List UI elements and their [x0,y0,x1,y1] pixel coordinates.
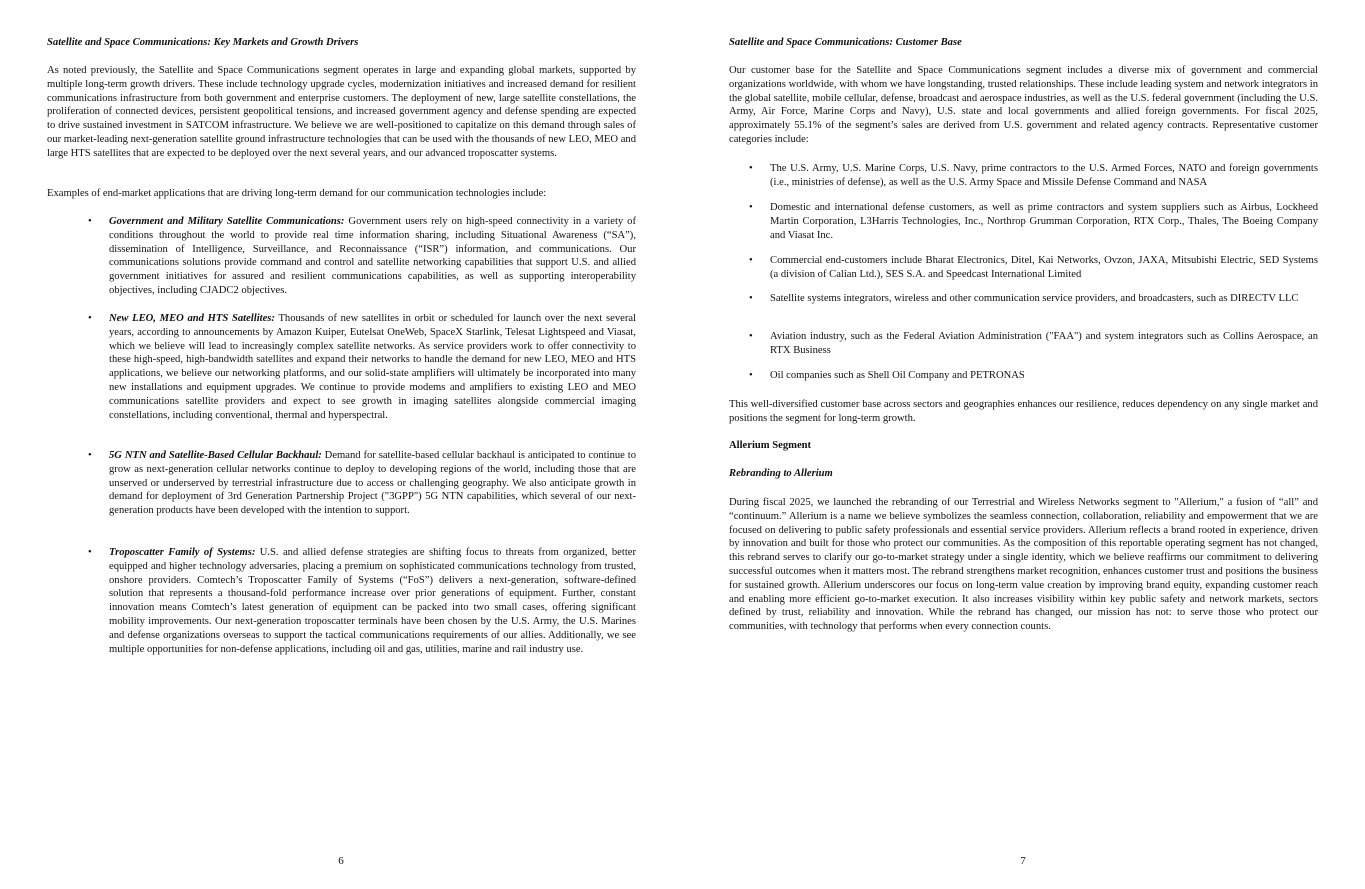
rebranding-text: During fiscal 2025, we launched the rebranding of our Terrestrial and Wireless Networks segment to "Allerium," a fusion of “all” and “continuum.” Allerium is a name we believe symbolizes the seamless connection, collaboration, reliability and empowerment that we are focused on delivering to public safety professionals and essential service providers. Allerium reflects a brand rooted in experience, driven by innovation and built for those who protect our communities. As the composition of this reportable operating segment has not changed, this rebrand serves to clarify our go-to-market strategy under a single identity, which we believe reaffirms our commitment to delivering successful outcomes when it matters most. The rebrand strengthens market recognition, enhances customer trust and positions the business for sustained growth. Allerium underscores our focus on long-term value creation by improving brand equity, expanding customer reach and enabling more efficient go-to-market execution. It also increases visibility within key public safety and network markets, sectors defined by trust, reliability and innovation. While the rebrand has changed, our mission has not: to serve those who protect our communities, with technology that performs when every connection counts. [729,497,1318,633]
bullet-icon: • [749,293,753,304]
key-markets-intro: As noted previously, the Satellite and Space Communications segment operates in large and expanding global markets, supported by multiple long-term growth drivers. These include technology upgrade cycles, modernization initiatives and increased demand for resilient communications infrastructure from both government and enterprise customers. The deployment of new, large satellite constellations, the proliferation of connected devices, persistent geopolitical tensions, and increased government agency and defense spending are expected to drive sustained investment in SATCOM infrastructure. We believe we are well-positioned to capitalize on this demand through sales of our market-leading next-generation satellite ground infrastructure technologies that can be used with the thousands of new LEO, MEO and large HTS satellites that are expected to be deployed over the next several years, and our advanced troposcatter systems. [47,65,636,159]
bullet-icon: • [749,255,753,266]
bullet-text: Aviation industry, such as the Federal Aviation Administration ("FAA") and system integrators such as Collins Aerospace, an RTX Business [770,331,1318,356]
bullet-text: The U.S. Army, U.S. Marine Corps, U.S. Navy, prime contractors to the U.S. Armed Forces, NATO and foreign governments (i.e., ministries of defense), as well as the U.S. Army Space and Missile Defense Command and NASA [770,163,1318,188]
bullet-icon: • [88,216,92,227]
customer-base-heading: Satellite and Space Communications: Customer Base [729,37,962,48]
bullet-lead: New LEO, MEO and HTS Satellites: [109,313,275,324]
examples-intro: Examples of end-market applications that are driving long-term demand for our communication technologies include: [47,188,547,199]
bullet-lead: Troposcatter Family of Systems: [109,547,256,558]
bullet-text: Commercial end-customers include Bharat Electronics, Ditel, Kai Networks, Ovzon, JAXA, Mitsubishi Electric, SED Systems (a division of Calian Ltd.), SES S.A. and Speedcast International Limited [770,255,1318,280]
bullet-icon: • [88,313,92,324]
bullet-text: Oil companies such as Shell Oil Company and PETRONAS [770,370,1025,381]
rebranding-subheading: Rebranding to Allerium [729,468,833,479]
customer-base-intro: Our customer base for the Satellite and Space Communications segment includes a diverse mix of government and commercial organizations worldwide, with whom we have longstanding, trusted relationships. These include leading system and network integrators in the global satellite, mobile cellular, defense, broadcast and aerospace industries, as well as the U.S. federal government (including the U.S. Army, Air Force, Marine Corps and Navy), U.S. state and local governments and allied foreign governments. For fiscal 2025, approximately 55.1% of the segment’s sales are derived from U.S. government and related agency contracts. Representative customer categories include: [729,65,1318,145]
bullet-body: Thousands of new satellites in orbit or scheduled for launch over the next several years, according to announcements by Amazon Kuiper, Eutelsat OneWeb, SpaceX Starlink, Telesat Lightspeed and Viasat, which we believe will lead to increasingly complex satellite networks. As service providers work to offer connectivity to these high-speed, high-bandwidth satellites and expand their networks to handle the demand for new LEO, MEO and HTS applications, we believe our networking platforms, and our solid-state amplifiers will ultimately be incorporated into many new installations and equipment upgrades. We continue to provide modems and amplifiers to existing LEO and MEO communications satellite providers and expect to see growth in imaging satellites alongside commercial imaging constellations, including conventional, thermal and hyperspectral. [109,313,636,421]
bullet-icon: • [88,450,92,461]
bullet-lead: 5G NTN and Satellite-Based Cellular Backhaul: [109,450,322,461]
bullet-body: U.S. and allied defense strategies are shifting focus to threats from organized, better equipped and higher technology adversaries, placing a premium on sophisticated communications technology from trusted, onshore providers. Comtech’s Troposcatter Family of Systems (“FoS”) delivers a next-generation, software-defined solution that represents a thousand-fold performance increase over prior generations of equipment. Further, constant innovation means Comtech’s latest generation of equipment can be packed into two small cases, offering significant mobility improvements. Our next-generation troposcatter terminals have been chosen by the U.S. Army, the U.S. Marines and defense organizations overseas to support the tactical communications requirements of our allies. Additionally, we see multiple opportunities for non-defense applications, including oil and gas, utilities, marine and rail industry use. [109,547,636,655]
bullet-text [109,312,636,422]
bullet-text: Satellite systems integrators, wireless and other communication service providers, and broadcasters, such as DIRECTV LLC [770,293,1299,304]
bullet-icon: • [749,202,753,213]
page-number: 7 [1020,855,1026,867]
bullet-text [109,449,636,518]
bullet-text [109,215,636,298]
bullet-icon: • [749,331,753,342]
bullet-body: Government users rely on high-speed connectivity in a variety of conditions throughout the world to provide real time information sharing, including Situational Awareness (“SA”), dissemination of Intelligence, Surveillance, and Reconnaissance (“ISR”) information, and communications. Our communications solutions provide command and control and satellite networking capabilities that support U.S. and allied government initiatives for assured and resilient communications capabilities, as well as supporting interoperability objectives, including CJADC2 objectives. [109,216,636,296]
customer-base-closing: This well-diversified customer base across sectors and geographies enhances our resilience, reduces dependency on any single market and positions the segment for long-term growth. [729,399,1318,424]
key-markets-heading: Satellite and Space Communications: Key Markets and Growth Drivers [47,37,359,48]
bullet-lead: Government and Military Satellite Communications: [109,216,345,227]
right-page [729,0,1318,889]
bullet-text [109,546,636,656]
bullet-icon: • [88,547,92,558]
left-page [47,0,636,889]
bullet-icon: • [749,163,753,174]
bullet-body: Demand for satellite-based cellular backhaul is anticipated to continue to grow as next-generation cellular networks continue to deploy to developing regions of the world, including those that are unserved or underserved by terrestrial infrastructure due to access or challenging geography. We also anticipate growth in demand for deployment of 3rd Generation Partnership Project ("3GPP") 5G NTN capabilities, which several of our next-generation products have been developed with the intention to support. [109,450,637,517]
bullet-icon: • [749,370,753,381]
bullet-text: Domestic and international defense customers, as well as prime contractors and system suppliers such as Airbus, Lockheed Martin Corporation, L3Harris Technologies, Inc., Northrop Grumman Corporation, RTX Corp., Thales, The Boeing Company and Viasat Inc. [770,202,1318,241]
allerium-segment-heading: Allerium Segment [729,440,812,451]
page-number: 6 [338,855,344,867]
